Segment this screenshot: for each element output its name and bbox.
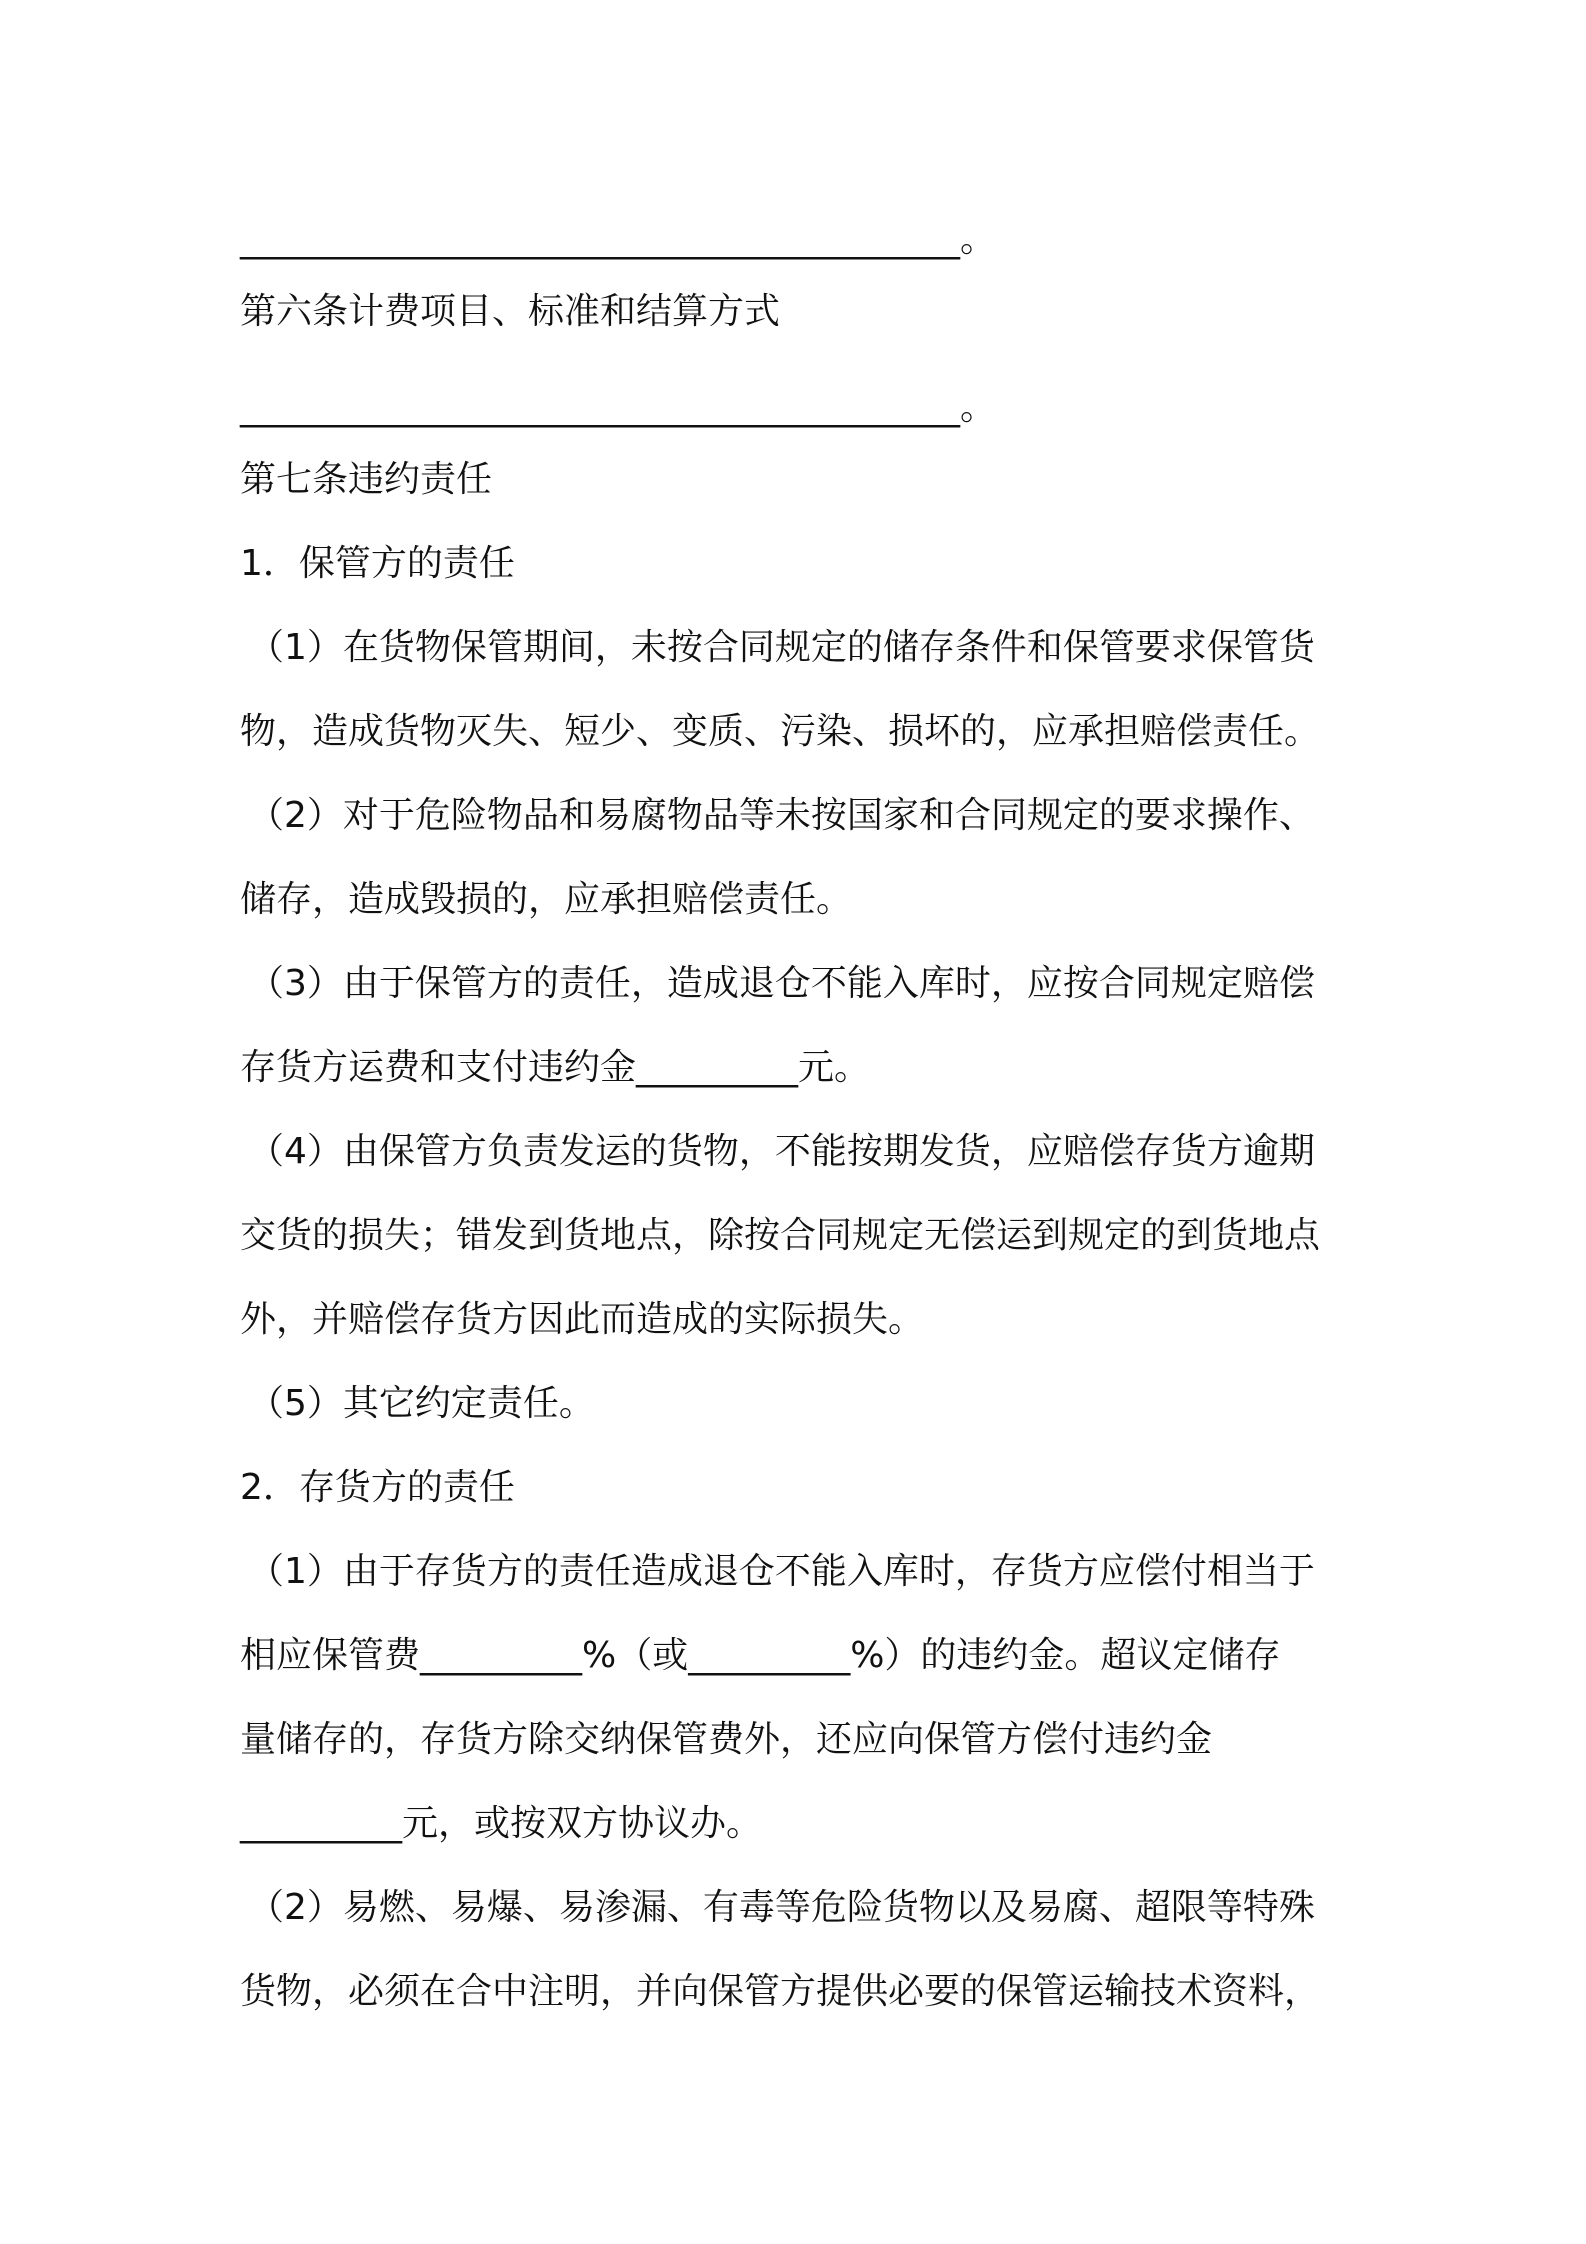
- paragraph-line: _________元，或按双方协议办。: [240, 1803, 763, 1844]
- article-6-heading: 第六条计费项目、标准和结算方式: [240, 291, 781, 332]
- paragraph-line: （2）易燃、易爆、易渗漏、有毒等危险货物以及易腐、超限等特殊: [248, 1887, 1315, 1928]
- article-7-heading: 第七条违约责任: [240, 459, 493, 500]
- paragraph-line: （1）由于存货方的责任造成退仓不能入库时，存货方应偿付相当于: [248, 1551, 1315, 1592]
- paragraph-line: 储存，造成毁损的，应承担赔偿责任。: [240, 879, 853, 920]
- paragraph-line: 外，并赔偿存货方因此而造成的实际损失。: [240, 1299, 925, 1340]
- paragraph-line: （4）由保管方负责发运的货物，不能按期发货，应赔偿存货方逾期: [248, 1131, 1315, 1172]
- blank-fill-line: ________________________________________。: [240, 219, 996, 260]
- paragraph-line: （3）由于保管方的责任，造成退仓不能入库时，应按合同规定赔偿: [248, 963, 1315, 1004]
- paragraph-line: 交货的损失；错发到货地点，除按合同规定无偿运到规定的到货地点: [240, 1215, 1321, 1256]
- paragraph-line: （1）在货物保管期间，未按合同规定的储存条件和保管要求保管货: [248, 627, 1315, 668]
- blank-fill-line: ________________________________________。: [240, 387, 996, 428]
- paragraph-line: （5）其它约定责任。: [248, 1383, 595, 1424]
- paragraph-line: 相应保管费_________%（或_________%）的违约金。超议定储存: [240, 1635, 1281, 1676]
- paragraph-line: 存货方运费和支付违约金_________元。: [240, 1047, 871, 1088]
- paragraph-line: 物，造成货物灭失、短少、变质、污染、损坏的，应承担赔偿责任。: [240, 711, 1321, 752]
- paragraph-line: 量储存的，存货方除交纳保管费外，还应向保管方偿付违约金: [240, 1719, 1213, 1760]
- paragraph-line: （2）对于危险物品和易腐物品等未按国家和合同规定的要求操作、: [248, 795, 1315, 836]
- section-heading-custodian: 1．保管方的责任: [240, 543, 515, 584]
- section-heading-depositor: 2．存货方的责任: [240, 1467, 515, 1508]
- paragraph-line: 货物，必须在合中注明，并向保管方提供必要的保管运输技术资料，: [240, 1971, 1321, 2012]
